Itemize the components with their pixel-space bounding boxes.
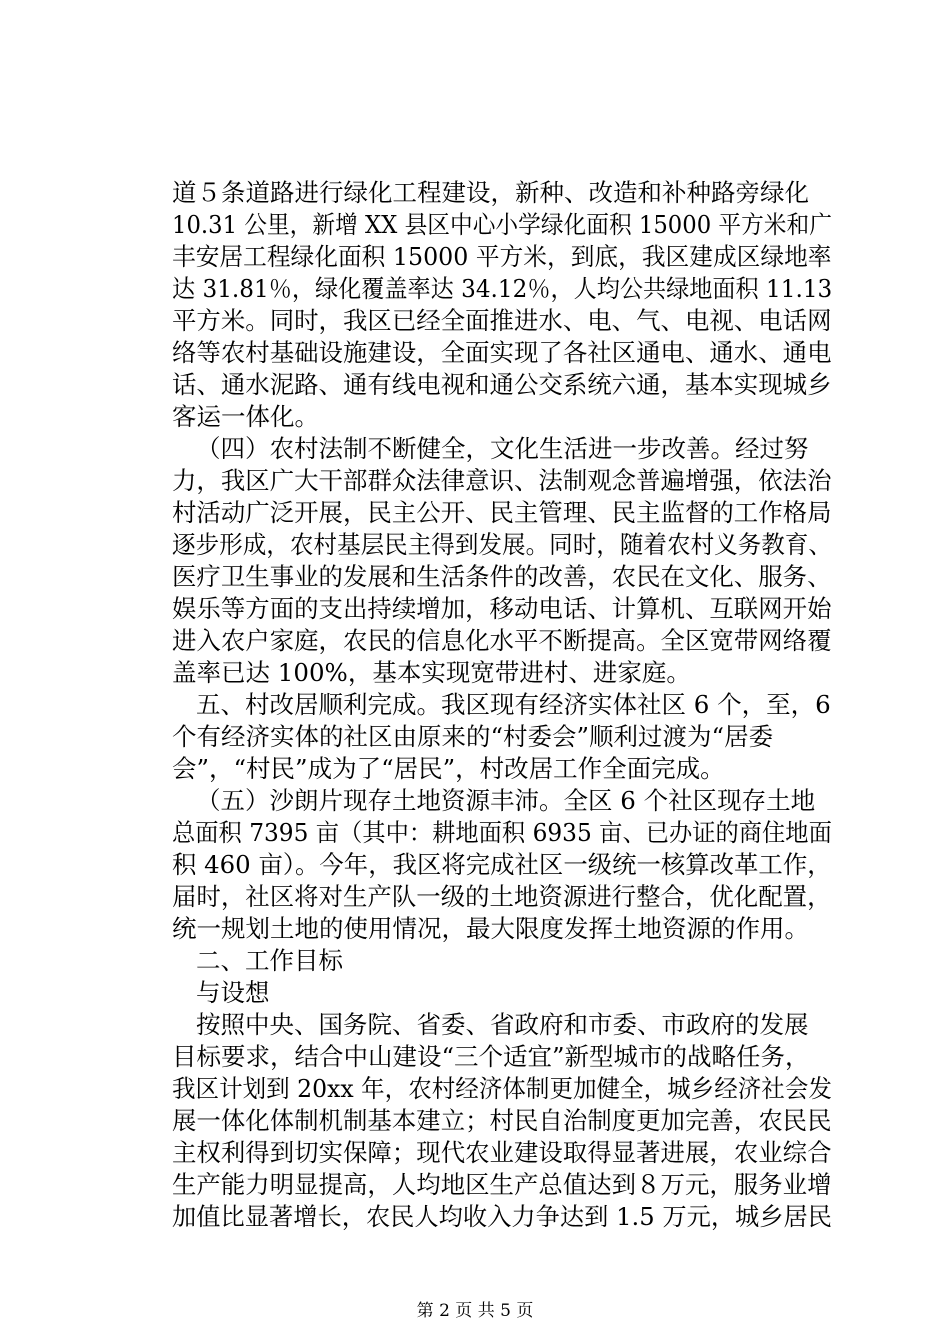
text-line: 进入农户家庭，农民的信息化水平不断提高。全区宽带网络覆 — [172, 626, 832, 655]
text-line: 娱乐等方面的支出持续增加，移动电话、计算机、互联网开始 — [172, 594, 832, 623]
text-line: 会”，“村民”成为了“居民”，村改居工作全面完成。 — [172, 754, 725, 783]
text-line: 络等农村基础设施建设，全面实现了各社区通电、通水、通电 — [172, 338, 832, 367]
text-line: 话、通水泥路、通有线电视和通公交系统六通，基本实现城乡 — [172, 370, 832, 399]
text-line: 丰安居工程绿化面积 15000 平方米，到底，我区建成区绿地率 — [172, 242, 832, 271]
text-line: 主权利得到切实保障；现代农业建设取得显著进展，农业综合 — [172, 1138, 832, 1167]
page-number-footer: 第 2 页 共 5 页 — [416, 1301, 534, 1321]
text-line: 我区计划到 20xx 年，农村经济体制更加健全，城乡经济社会发 — [172, 1074, 832, 1103]
text-line: 村活动广泛开展，民主公开、民主管理、民主监督的工作格局 — [172, 498, 832, 527]
text-line: 逐步形成，农村基层民主得到发展。同时，随着农村义务教育、 — [172, 530, 833, 559]
text-line: （四）农村法制不断健全，文化生活进一步改善。经过努 — [196, 434, 809, 463]
text-line: 医疗卫生事业的发展和生活条件的改善，农民在文化、服务、 — [172, 562, 832, 591]
text-line: 积 460 亩）。今年，我区将完成社区一级统一核算改革工作， — [172, 850, 832, 879]
text-line: 力，我区广大干部群众法律意识、法制观念普遍增强，依法治 — [172, 466, 832, 495]
text-line: 按照中央、国务院、省委、省政府和市委、市政府的发展 — [196, 1010, 809, 1039]
section-heading: 二、工作目标 — [196, 946, 343, 975]
text-line: 客运一体化。 — [172, 402, 319, 431]
section-heading: 与设想 — [196, 978, 270, 1007]
text-line: 届时，社区将对生产队一级的土地资源进行整合，优化配置， — [172, 882, 832, 911]
text-line: 道５条道路进行绿化工程建设，新种、改造和补种路旁绿化 — [172, 178, 809, 207]
text-line: 加值比显著增长，农民人均收入力争达到 1.5 万元，城乡居民 — [172, 1202, 833, 1231]
text-line: （五）沙朗片现存土地资源丰沛。全区 6 个社区现存土地 — [196, 786, 816, 815]
text-line: 达 31.81％，绿化覆盖率达 34.12％，人均公共绿地面积 11.13 — [172, 274, 833, 303]
text-line: 目标要求，结合中山建设“三个适宜”新型城市的战略任务， — [172, 1042, 810, 1071]
text-line: 盖率已达 100%，基本实现宽带进村、进家庭。 — [172, 658, 691, 687]
text-line: 平方米。同时，我区已经全面推进水、电、气、电视、电话网 — [172, 306, 832, 335]
text-line: 总面积 7395 亩（其中：耕地面积 6935 亩、已办证的商住地面 — [172, 818, 832, 847]
text-line: 个有经济实体的社区由原来的“村委会”顺利过渡为“居委 — [172, 722, 774, 751]
text-line: 五、村改居顺利完成。我区现有经济实体社区 6 个，至，6 — [196, 690, 831, 719]
text-line: 统一规划土地的使用情况，最大限度发挥土地资源的作用。 — [172, 914, 809, 943]
text-line: 10.31 公里，新增 XX 县区中心小学绿化面积 15000 平方米和广 — [172, 210, 832, 239]
text-line: 展一体化体制机制基本建立；村民自治制度更加完善，农民民 — [172, 1106, 832, 1135]
text-line: 生产能力明显提高，人均地区生产总值达到８万元，服务业增 — [172, 1170, 832, 1199]
